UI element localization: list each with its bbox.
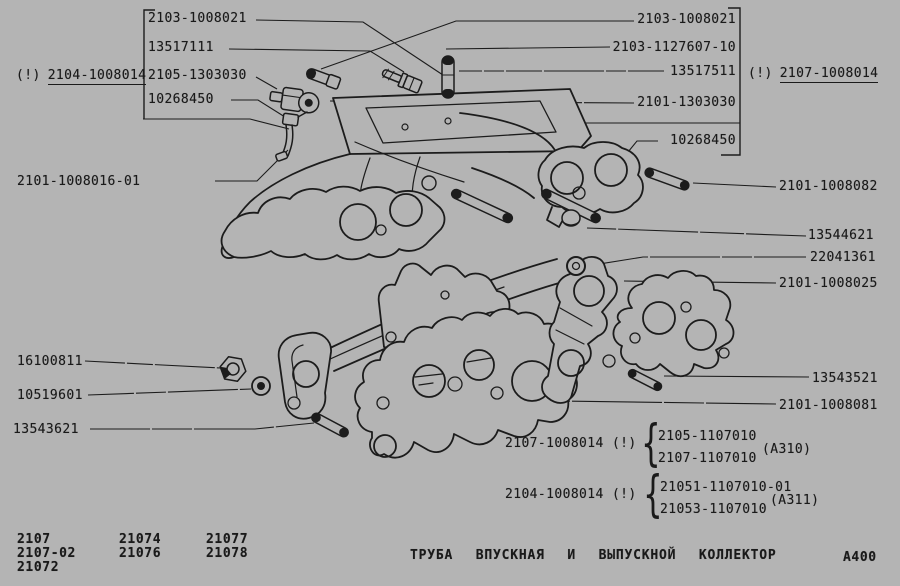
callout-part-number: 10519601 <box>17 388 83 403</box>
carb-flange <box>333 89 591 154</box>
left-assembly-callout <box>16 69 146 83</box>
body-port-hole <box>422 176 436 190</box>
lower-assembly-drawing <box>279 257 734 458</box>
callout-part-number: 22041361 <box>810 250 876 265</box>
callout-part-number: 2101-1008025 <box>779 276 878 291</box>
model-code: 21074 <box>119 532 162 547</box>
right-assembly-callout <box>748 67 878 81</box>
variant-applicability: (A310) <box>762 442 812 457</box>
brace-glyph: { <box>641 414 661 472</box>
intake-end-flange <box>279 333 331 419</box>
callout-part-number: 2101-1008081 <box>779 398 878 413</box>
variant-option: 21053-1107010 <box>660 502 767 517</box>
model-code: 2107-02 <box>17 546 76 561</box>
model-code: 2107 <box>17 532 51 547</box>
callout-part-number: 10268450 <box>670 133 736 148</box>
callout-part-number: 13543621 <box>13 422 79 437</box>
variant-option: 21051-1107010-01 <box>660 480 792 495</box>
variant-option: 2105-1107010 <box>658 429 757 444</box>
flange-nut-icon <box>562 210 580 226</box>
callout-part-number: 16100811 <box>17 354 83 369</box>
drain-cock-icon <box>269 85 321 114</box>
stud-icon <box>627 368 663 391</box>
stud-icon <box>442 56 454 98</box>
hex-nut-icon <box>218 356 248 383</box>
assembly-number: 2107-1008014 <box>779 66 879 81</box>
callout-part-number: 2103-1008021 <box>148 11 247 26</box>
model-code: 21078 <box>206 546 249 561</box>
brace-glyph: { <box>643 465 663 523</box>
assembly-number: 2104-1008014 <box>47 68 147 83</box>
washer-icon <box>567 257 585 275</box>
washer-icon <box>252 377 270 395</box>
variant-applicability: (A311) <box>770 493 820 508</box>
exhaust-hole <box>603 355 615 367</box>
callout-part-number: 2103-1127607-10 <box>612 40 736 55</box>
drain-tube-icon <box>275 112 307 161</box>
variant-option: 2107-1107010 <box>658 451 757 466</box>
stud-icon <box>450 188 514 224</box>
variant-assembly-label: 2104-1008014 (!) <box>505 487 637 502</box>
callout-part-number: 2101-1008082 <box>779 179 878 194</box>
callout-part-number: 13517511 <box>670 64 736 79</box>
gasket-bolt-hole <box>719 348 729 358</box>
model-code: 21072 <box>17 560 60 575</box>
variant-assembly-label: 2107-1008014 (!) <box>505 436 637 451</box>
attention-mark: (!) <box>748 66 773 81</box>
model-code: 21077 <box>206 532 249 547</box>
callout-part-number: 13517111 <box>148 40 214 55</box>
sheet-code: A400 <box>843 550 877 565</box>
callout-part-number: 13544621 <box>808 228 874 243</box>
stud-icon <box>305 67 341 90</box>
runner-sweep-bottom <box>472 168 534 198</box>
callout-part-number: 10268450 <box>148 92 214 107</box>
stud-icon <box>644 167 690 191</box>
model-code: 21076 <box>119 546 162 561</box>
callout-part-number: 13543521 <box>812 371 878 386</box>
sheet-title: ТРУБА ВПУСКНАЯ И ВЫПУСКНОЙ КОЛЛЕКТОР <box>410 548 777 563</box>
callout-part-number: 2101-1008016-01 <box>17 174 141 189</box>
callout-part-number: 2105-1303030 <box>148 68 247 83</box>
callout-part-number: 2103-1008021 <box>637 12 736 27</box>
stud-icon <box>310 412 350 439</box>
callout-part-number: 2101-1303030 <box>637 95 736 110</box>
attention-mark: (!) <box>16 68 41 83</box>
